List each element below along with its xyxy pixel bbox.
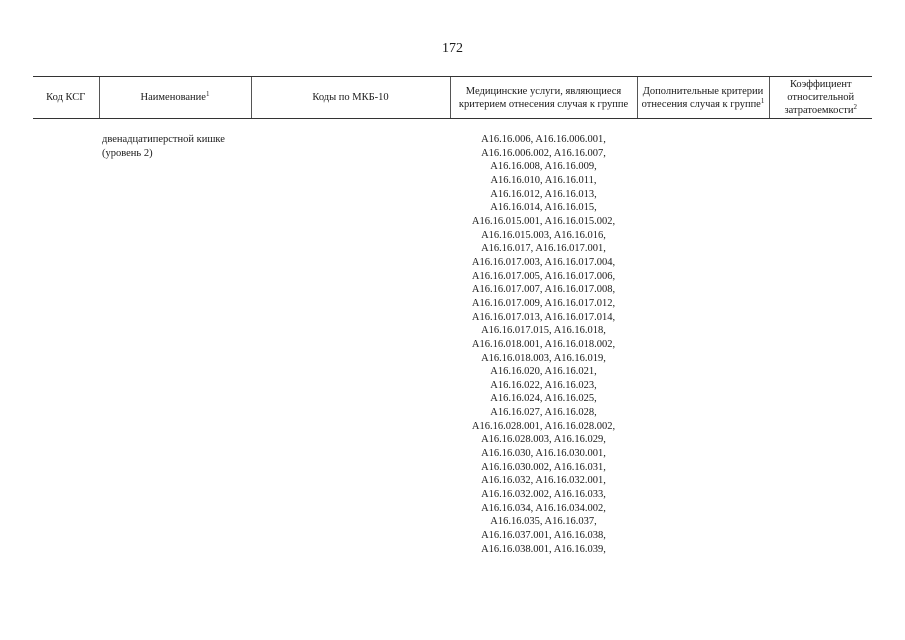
service-line: A16.16.017.013, A16.16.017.014, [471, 311, 616, 323]
service-line: A16.16.038.001, A16.16.039, [481, 543, 606, 555]
service-line: A16.16.032, A16.16.032.001, [481, 475, 606, 487]
cell-name [99, 119, 251, 557]
header-mkb-label: Коды по МКБ-10 [312, 92, 389, 103]
service-line: A16.16.017.005, A16.16.017.006, [471, 270, 616, 282]
cell-code [33, 119, 99, 557]
name-line: двенадцатиперстной кишке [102, 134, 225, 145]
service-line: A16.16.018.003, A16.16.019, [481, 352, 606, 364]
cell-services [450, 119, 637, 557]
header-coefficient [769, 77, 872, 119]
service-line: A16.16.018.001, A16.16.018.002, [471, 338, 616, 350]
service-line: A16.16.034, A16.16.034.002, [481, 502, 606, 514]
service-line: A16.16.024, A16.16.025, [490, 393, 597, 405]
cell-mkb [251, 119, 450, 557]
cell-coefficient [769, 119, 872, 557]
service-line: A16.16.028.003, A16.16.029, [481, 434, 606, 446]
service-line: A16.16.030, A16.16.030.001, [481, 448, 606, 460]
header-additional-footnote: 1 [760, 96, 765, 105]
service-line: A16.16.008, A16.16.009, [490, 161, 597, 173]
service-line: A16.16.006, A16.16.006.001, [481, 134, 606, 145]
service-line: A16.16.014, A16.16.015, [490, 202, 597, 214]
service-line: A16.16.027, A16.16.028, [490, 407, 597, 419]
header-additional-label: Дополнительные критерии отнесения случая к группе [641, 85, 764, 110]
header-services-label: Медицинские услуги, являющиеся критерием отнесения случая к группе [458, 85, 629, 110]
name-line: (уровень 2) [102, 147, 153, 159]
header-additional [637, 77, 769, 119]
service-line: A16.16.030.002, A16.16.031, [481, 461, 606, 473]
header-row [33, 77, 872, 119]
service-line: A16.16.017.015, A16.16.018, [481, 325, 606, 337]
cell-additional [637, 119, 769, 557]
service-line: A16.16.017.009, A16.16.017.012, [471, 297, 616, 309]
header-mkb [251, 77, 450, 119]
service-line: A16.16.017.003, A16.16.017.004, [471, 256, 616, 268]
service-line: A16.16.022, A16.16.023, [490, 379, 597, 391]
header-coefficient-label: Коэффициент относительной затратоемкости [784, 79, 855, 116]
service-line: A16.16.037.001, A16.16.038, [481, 530, 606, 542]
header-coefficient-footnote: 2 [853, 103, 857, 111]
service-line: A16.16.012, A16.16.013, [490, 188, 597, 200]
service-line: A16.16.015.003, A16.16.016, [481, 229, 606, 241]
service-line: A16.16.032.002, A16.16.033, [481, 489, 606, 501]
service-line: A16.16.017.007, A16.16.017.008, [471, 284, 616, 296]
service-line: A16.16.035, A16.16.037, [490, 516, 597, 528]
page-number: 172 [442, 41, 463, 56]
service-line: A16.16.006.002, A16.16.007, [481, 147, 606, 159]
header-name-footnote: 1 [205, 90, 210, 98]
service-line: A16.16.028.001, A16.16.028.002, [471, 420, 616, 432]
service-line: A16.16.017, A16.16.017.001, [481, 243, 606, 255]
table-row [33, 119, 872, 557]
service-line: A16.16.020, A16.16.021, [490, 366, 597, 378]
ksg-table [33, 76, 872, 556]
service-line: A16.16.010, A16.16.011, [490, 174, 597, 186]
header-code [33, 77, 99, 119]
header-name-label: Наименование [140, 92, 206, 103]
header-services [450, 77, 637, 119]
header-name [99, 77, 251, 119]
table-header [33, 77, 872, 119]
service-line: A16.16.015.001, A16.16.015.002, [471, 215, 616, 227]
table-body [33, 119, 872, 557]
header-code-label: Код КСГ [46, 92, 86, 103]
